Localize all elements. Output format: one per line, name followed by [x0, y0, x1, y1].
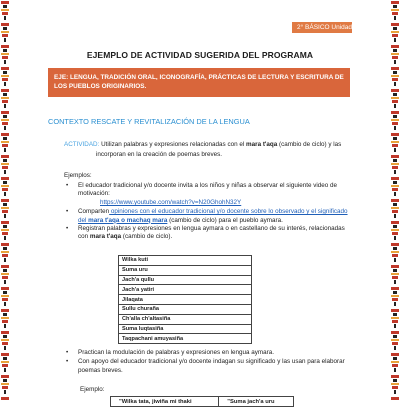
table-row	[111, 397, 294, 407]
bullet-3-part1: Registran palabras y expresiones en lengua aymara o en castellano de su interés, relacionadas con	[78, 225, 345, 241]
table-cell: Suma uru	[119, 265, 252, 275]
bullet-2-link[interactable]: opiniones con el educador tradicional y/o docente sobre lo observado y el significado del	[78, 208, 348, 224]
table-cell: "Suma jach'a uru	[219, 397, 294, 407]
bullet-2-part2: (cambio de ciclo) para el pueblo aymara.	[167, 216, 283, 224]
table-row	[119, 334, 252, 344]
page-title: EJEMPLO DE ACTIVIDAD SUGERIDA DEL PROGRAMA	[86, 50, 314, 60]
context-heading: CONTEXTO RESCATE Y REVITALIZACIÓN DE LA LENGUA	[48, 117, 250, 126]
list-item	[64, 182, 354, 207]
table-row	[119, 265, 252, 275]
decorative-border-left	[0, 0, 10, 400]
table-cell: Wilka kuti	[119, 256, 252, 266]
activity-text-3: incorporan en la creación de poemas breves.	[96, 150, 223, 158]
bullet-2-part1: Comparten	[78, 208, 110, 216]
table-row	[119, 314, 252, 324]
table-row	[119, 324, 252, 334]
video-link[interactable]: https://www.youtube.com/watch?v=N20GhohN32Y	[100, 198, 242, 206]
activity-text-2: (cambio de ciclo) y las	[277, 141, 342, 148]
table-row	[119, 295, 252, 305]
table-cell: Jach'a qullu	[119, 275, 252, 285]
table-row	[119, 285, 252, 295]
example-label: Ejemplo:	[80, 386, 105, 393]
table-row	[119, 275, 252, 285]
bullet-3-part2: (cambio de ciclo).	[121, 233, 173, 241]
table-cell: Suma luqtasiña	[119, 324, 252, 334]
grade-unit-badge: 2° BÁSICO Unidad 2	[292, 22, 352, 33]
table-cell: Taqpachani amuyasiña	[119, 334, 252, 344]
activity-text-1: Utilizan palabras y expresiones relacionadas con el	[99, 141, 247, 148]
bullet-icon: •	[66, 349, 69, 356]
table-cell: Jilaqata	[119, 295, 252, 305]
bullet-icon: •	[66, 182, 69, 189]
activity-label: ACTIVIDAD:	[64, 141, 100, 148]
decorative-border-right	[390, 0, 400, 400]
poem-example-table	[110, 396, 294, 407]
bullet-2-link-bold[interactable]: mara t'aqa o machaq mara	[88, 216, 168, 224]
list-item	[64, 208, 354, 225]
activity-description	[64, 140, 354, 159]
list-item	[64, 225, 354, 242]
bullet-3-bold: mara t'aqa	[89, 233, 122, 241]
practice-2-text: Con apoyo del educador tradicional y/o docente indagan su significado y las usan para elaborar poemas breves.	[78, 358, 345, 374]
examples-list	[64, 182, 354, 242]
bullet-icon: •	[66, 358, 69, 365]
examples-label: Ejemplos:	[64, 172, 92, 179]
aymara-word-table	[118, 255, 252, 344]
axis-banner: EJE: LENGUA, TRADICIÓN ORAL, ICONOGRAFÍA, PRÁCTICAS DE LECTURA Y ESCRITURA DE LOS PUEBLOS ORIGINARIOS.	[48, 68, 350, 97]
bullet-icon: •	[66, 225, 69, 233]
practice-list	[64, 348, 354, 375]
table-row	[119, 256, 252, 266]
table-cell: "Wilka tata, jiwiña mi thaki	[111, 397, 219, 407]
practice-1-text: Practican la modulación de palabras y expresiones en lengua aymara.	[78, 349, 275, 356]
activity-term: mara t'aqa	[246, 141, 278, 148]
bullet-1-text: El educador tradicional y/o docente invita a los niños y niñas a observar el siguiente video de motivación:	[78, 182, 338, 198]
table-row	[119, 304, 252, 314]
bullet-icon: •	[66, 208, 69, 216]
table-cell: Ch'alla ch'altasiña	[119, 314, 252, 324]
table-cell: Jach'a yatiri	[119, 285, 252, 295]
list-item	[64, 357, 354, 375]
list-item	[64, 348, 354, 357]
table-cell: Sullu churaña	[119, 304, 252, 314]
